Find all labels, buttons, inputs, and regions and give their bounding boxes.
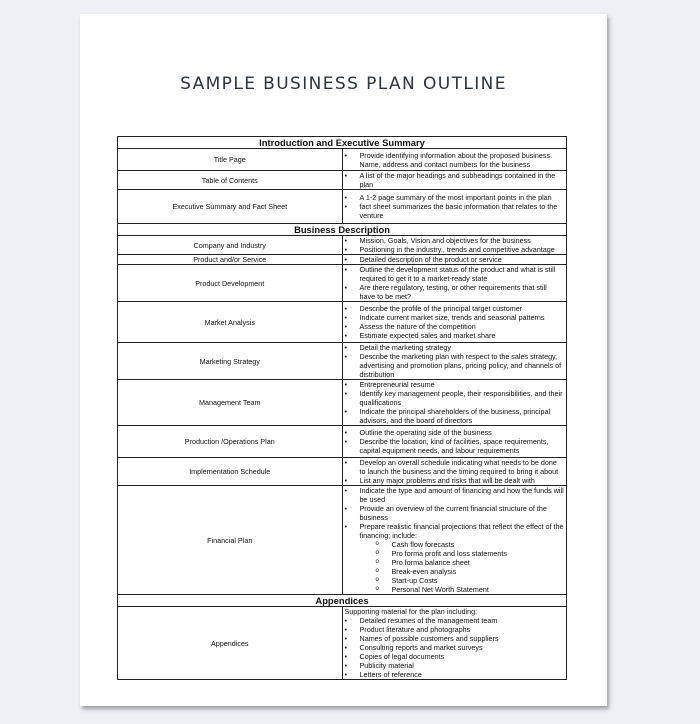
sub-bullet-item: o Start-up Costs: [345, 576, 565, 585]
bullet-item: • Indicate the principal shareholders of the business, principal advisors, and the board of directors: [345, 407, 565, 425]
table-row: [118, 236, 567, 255]
table-row: [118, 486, 567, 595]
table-row: [118, 426, 567, 458]
row-label: Title Page: [118, 149, 343, 171]
bullet-list: [345, 343, 565, 379]
bullet-list: [345, 171, 565, 189]
bullet-item: • Product literature and photographs: [345, 625, 565, 634]
bullet-item: • Provide an overview of the current financial structure of the business: [345, 504, 565, 522]
bullet-item: • Consulting reports and market surveys: [345, 643, 565, 652]
row-label: Appendices: [118, 607, 343, 680]
bullet-item: • Are there regulatory, testing, or other requirements that still have to be met?: [345, 283, 565, 301]
bullet-item: • Names of possible customers and suppliers: [345, 634, 565, 643]
bullet-item: • Positioning in the industry., trends and competitive advantage: [345, 245, 565, 254]
document-title: SAMPLE BUSINESS PLAN OUTLINE: [180, 74, 507, 94]
bullet-item: • Describe the location, kind of facilities, space requirements, capital equipment needs, and labour requirements: [345, 437, 565, 455]
table-row: [118, 171, 567, 190]
bullet-item: • Entrepreneurial resume: [345, 380, 565, 389]
row-content: [342, 343, 567, 380]
bullet-list: [345, 255, 565, 264]
row-content: [342, 171, 567, 190]
row-label: Company and Industry: [118, 236, 343, 255]
sub-bullet-item: o Pro forma profit and loss statements: [345, 549, 565, 558]
bullet-list: [345, 236, 565, 254]
row-content: [342, 607, 567, 680]
row-label: Production /Operations Plan: [118, 426, 343, 458]
bullet-list: [345, 193, 565, 220]
table-row: [118, 190, 567, 224]
row-label: Executive Summary and Fact Sheet: [118, 190, 343, 224]
bullet-item: • Estimate expected sales and market share: [345, 331, 565, 340]
table-row: [118, 343, 567, 380]
document-page: [80, 14, 607, 706]
bullet-item: • Publicity material: [345, 661, 565, 670]
table-row: [118, 380, 567, 426]
row-label: Management Team: [118, 380, 343, 426]
table-row: [118, 149, 567, 171]
bullet-item: • Describe the profile of the principal target customer: [345, 304, 565, 313]
bullet-item: • Outline the operating side of the business: [345, 428, 565, 437]
row-content: [342, 236, 567, 255]
bullet-item: • Identify key management people, their responsibilities, and their qualifications: [345, 389, 565, 407]
bullet-item: • Provide identifying information about the proposed business. Name, address and contact numbers for the business: [345, 151, 565, 169]
sub-bullet-item: o Personal Net Worth Statement: [345, 585, 565, 594]
bullet-list: [345, 265, 565, 301]
table-row: [118, 302, 567, 343]
bullet-item: • A 1-2 page summary of the most important points in the plan: [345, 193, 565, 202]
bullet-item: • List any major problems and risks that will be dealt with: [345, 476, 565, 485]
bullet-item: • Copies of legal documents: [345, 652, 565, 661]
bullet-item: • Develop an overall schedule indicating what needs to be done to launch the business and the timing required to bring it about: [345, 458, 565, 476]
row-content: [342, 380, 567, 426]
sub-bullet-item: o Cash flow forecasts: [345, 540, 565, 549]
section-heading: Business Description: [118, 224, 567, 236]
row-content: [342, 486, 567, 595]
bullet-item: • A list of the major headings and subheadings contained in the plan: [345, 171, 565, 189]
bullet-item: • Detailed resumes of the management team: [345, 616, 565, 625]
row-label: Implementation Schedule: [118, 458, 343, 486]
row-content: [342, 302, 567, 343]
bullet-item: • Describe the marketing plan with respect to the sales strategy, advertising and promotion plans, pricing policy, and channels of distribution: [345, 352, 565, 379]
row-content: [342, 190, 567, 224]
bullet-item: • Detailed description of the product or service: [345, 255, 565, 264]
table-row: [118, 265, 567, 302]
bullet-item: • Mission, Goals, Vision and objectives for the business: [345, 236, 565, 245]
row-content: [342, 458, 567, 486]
row-label: Table of Contents: [118, 171, 343, 190]
row-label: Product Development: [118, 265, 343, 302]
row-content: [342, 265, 567, 302]
row-label: Marketing Strategy: [118, 343, 343, 380]
table-row: [118, 607, 567, 680]
bullet-item: • Prepare realistic financial projections that reflect the effect of the financing; include:: [345, 522, 565, 540]
row-label: Financial Plan: [118, 486, 343, 595]
row-content: [342, 426, 567, 458]
outline-table: [117, 136, 567, 680]
section-heading: Appendices: [118, 595, 567, 607]
bullet-item: • Detail the marketing strategy: [345, 343, 565, 352]
bullet-list: [345, 380, 565, 425]
content-intro: Supporting material for the plan including:: [344, 607, 478, 616]
row-content: [342, 255, 567, 265]
bullet-item: • Indicate the type and amount of financing and how the funds will be used: [345, 486, 565, 504]
table-row: [118, 255, 567, 265]
bullet-list: [345, 486, 565, 594]
table-row: [118, 458, 567, 486]
bullet-item: • Outline the development status of the product and what is still required to get it to a market-ready state: [345, 265, 565, 283]
bullet-item: • Letters of reference: [345, 670, 565, 679]
bullet-list: [345, 616, 565, 679]
section-heading: Introduction and Executive Summary: [118, 137, 567, 149]
bullet-list: [345, 458, 565, 485]
bullet-item: • Assess the nature of the competition: [345, 322, 565, 331]
bullet-list: [345, 151, 565, 169]
sub-bullet-item: o Pro forma balance sheet: [345, 558, 565, 567]
bullet-item: • Indicate current market size, trends and seasonal patterns: [345, 313, 565, 322]
bullet-item: • fact sheet summarizes the basic information that relates to the venture: [345, 202, 565, 220]
row-content: [342, 149, 567, 171]
bullet-list: [345, 304, 565, 340]
row-label: Product and/or Service: [118, 255, 343, 265]
row-label: Market Analysis: [118, 302, 343, 343]
bullet-list: [345, 428, 565, 455]
sub-bullet-item: o Break-even analysis: [345, 567, 565, 576]
